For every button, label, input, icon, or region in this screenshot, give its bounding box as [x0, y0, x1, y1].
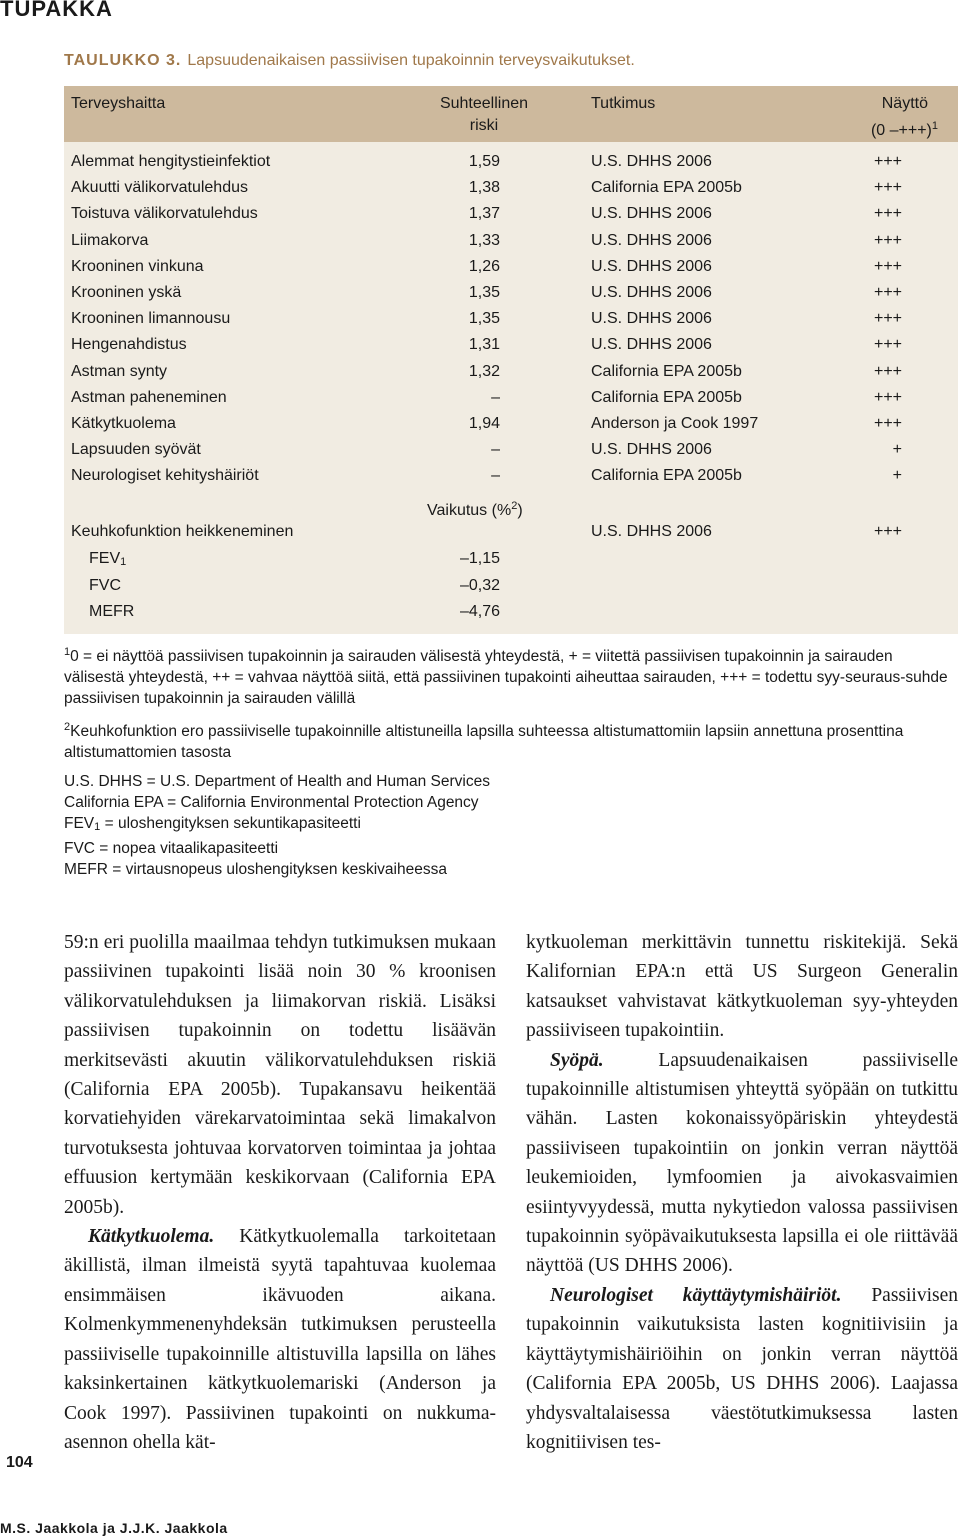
abbreviation-fvc: FVC = nopea vitaalikapasiteetti: [64, 840, 279, 857]
lung-measure-name: MEFR: [89, 603, 135, 620]
abbreviation-epa: California EPA = California Environmental Protection Agency: [64, 794, 479, 811]
cell-naytto: +++: [873, 284, 902, 301]
paragraph-sids: Kätkytkuolema. Kätkytkuolemalla tarkoitetaan äkillistä, ilman ilmeistä syytä tapahtuvaa kuolemaa ensimmäisen ikävuoden aikana. Kolmenkymmenenyhdeksän tutkimuksen perusteella passiiviselle tupakoinnille altistuvilla lapsilla on lähes kaksinkertainen kätkytkuolemariski (Anderson ja Cook 1997). Passiivinen tupakointi on nukkuma-asennon ohella kät-: [64, 1226, 496, 1453]
body-column-left: [64, 928, 496, 1457]
cell-terveyshaitta: Astman synty: [71, 362, 168, 380]
run-in-heading-syopa: Syöpä.: [550, 1049, 604, 1071]
cell-naytto: +: [892, 467, 902, 485]
cell-terveyshaitta: Keuhkofunktion heikkeneminen: [71, 523, 294, 540]
cell-riski: 1,33: [468, 231, 500, 249]
cell-naytto: +++: [873, 415, 902, 432]
cell-naytto: +++: [873, 257, 902, 275]
lung-measure-value: –0,32: [459, 576, 500, 594]
table-caption-label: TAULUKKO 3.: [64, 52, 182, 69]
cell-naytto: +++: [873, 231, 902, 249]
cell-naytto: +: [892, 441, 902, 459]
cell-tutkimus: U.S. DHHS 2006: [591, 523, 712, 540]
header-tutkimus: Tutkimus: [591, 95, 656, 112]
cell-terveyshaitta: Toistuva välikorvatulehdus: [71, 205, 258, 223]
cell-naytto: +++: [873, 523, 902, 540]
cell-riski: 1,59: [468, 153, 500, 170]
lung-measure-value: –1,15: [459, 550, 500, 567]
cell-terveyshaitta: Akuutti välikorvatulehdus: [71, 179, 248, 197]
lung-measure-row: [64, 546, 958, 572]
paragraph-cancer: Syöpä. Lapsuudenaikaisen passiiviselle tupakoinnille altistumisen yhteyttä syöpään on tutkittu vähän. Lasten kokonaissyöpäriskin yhteydestä passiiviseen tupakointiin on jonkin verran näyttöä leukemioiden, lymfoomien ja aivokasvaimien esiintyvyydessä, mutta nykytiedon valossa passiivisen tupakoinnin syöpävaikutuksesta lapsilla ei ole riittävää näyttöä (US DHHS 2006).: [526, 1049, 958, 1277]
table-row: [64, 332, 958, 358]
running-header: TUPAKKA: [0, 0, 113, 21]
cell-terveyshaitta: Alemmat hengitystieinfektiot: [71, 153, 271, 170]
header-naytto-footnote-ref: 1: [931, 120, 938, 132]
cell-terveyshaitta: Lapsuuden syövät: [71, 441, 201, 459]
table-row: [64, 175, 958, 201]
health-effects-table: [64, 86, 958, 634]
vaikutus-label: Vaikutus (%$^2$): [427, 500, 523, 519]
cell-naytto: +++: [873, 310, 902, 328]
cell-riski: 1,94: [468, 415, 500, 432]
table-row: [64, 463, 958, 489]
abbreviation-fev1: FEV1 = uloshengityksen sekuntikapasiteetti: [64, 815, 361, 833]
table-row: [64, 411, 958, 437]
cell-riski: 1,35: [468, 284, 500, 301]
body-column-right: [526, 928, 958, 1457]
paragraph-neuro: Neurologiset käyttäytymishäiriöt. Passiivisen tupakoinnin vaikutuksista lasten kognitiivisiin ja käyttäytymishäiriöihin on jonkin verran näyttöä (California EPA 2005b, US DHHS 2006). Laajassa yhdysvaltalaisessa väestötutkimuksessa lasten kognitiivisen tes-: [526, 1284, 958, 1453]
cell-terveyshaitta: Krooninen limannousu: [71, 310, 231, 328]
cell-tutkimus: U.S. DHHS 2006: [591, 153, 712, 170]
header-terveyshaitta: Terveyshaitta: [71, 95, 166, 112]
cell-terveyshaitta: Astman paheneminen: [71, 388, 227, 406]
cell-tutkimus: U.S. DHHS 2006: [591, 336, 712, 354]
footnote-2: $^2$Keuhkofunktion ero passiiviselle tupakoinnille altistuneilla lapsilla suhteessa altistumattomiin lapsiin annettuna prosenttina altistumattomien tasosta: [64, 721, 904, 761]
page-number: 104: [6, 1454, 33, 1471]
header-naytto-scale: (0 –+++): [870, 122, 932, 139]
cell-tutkimus: U.S. DHHS 2006: [591, 205, 712, 223]
table-row: [64, 385, 958, 411]
cell-tutkimus: U.S. DHHS 2006: [591, 441, 712, 459]
table-header: [64, 86, 958, 142]
cell-riski: 1,38: [468, 179, 500, 197]
lung-measure-name: FVC: [89, 576, 121, 594]
paragraph-sids-cont: kytkuoleman merkittävin tunnettu riskitekijä. Sekä Kalifornian EPA:n että US Surgeon Generalin katsaukset vahvistavat kätkytkuoleman syy-yhteyden passiiviseen tupakointiin.: [526, 932, 958, 1042]
cell-naytto: +++: [873, 362, 902, 380]
cell-riski: –: [491, 467, 500, 485]
table-row: [64, 437, 958, 463]
cell-riski: 1,37: [468, 205, 500, 223]
cell-tutkimus: U.S. DHHS 2006: [591, 284, 712, 301]
header-naytto-line2: [871, 115, 938, 142]
lung-measure-row: [64, 599, 958, 625]
footnote-1: $^1$0 = ei näyttöä passiivisen tupakoinnin ja sairauden välisestä yhteydestä, + = viitettä passiivisen tupakoinnin ja sairauden välisestä yhteydestä, ++ = vahvaa näyttöä siitä, että passiivinen tupakointi aiheuttaa sairauden, +++ = todettu syy-seuraus-suhde passiivisen tupakoinnin ja sairauden välillä: [64, 646, 948, 707]
cell-riski: 1,32: [468, 362, 500, 380]
cell-tutkimus: U.S. DHHS 2006: [591, 231, 712, 249]
table-row: [64, 359, 958, 385]
table-footnotes: [64, 642, 954, 880]
table-row: [64, 306, 958, 332]
cell-tutkimus: U.S. DHHS 2006: [591, 310, 712, 328]
header-suhteellinen-riski: [424, 93, 544, 137]
cell-riski: 1,35: [468, 310, 500, 328]
cell-tutkimus: California EPA 2005b: [591, 467, 742, 485]
page-footer-authors: M.S. Jaakkola ja J.J.K. Jaakkola: [0, 1520, 228, 1536]
cell-naytto: +++: [873, 153, 902, 170]
header-naytto: [871, 93, 938, 142]
header-riski-line2: riski: [469, 117, 499, 134]
cell-terveyshaitta: Kätkytkuolema: [71, 415, 176, 432]
cell-terveyshaitta: Krooninen vinkuna: [71, 257, 204, 275]
lung-measure-row: [64, 573, 958, 599]
cell-riski: –: [491, 388, 500, 406]
header-riski-line1: Suhteellinen: [439, 95, 529, 112]
table-row: [64, 228, 958, 254]
abbreviation-mefr: MEFR = virtausnopeus uloshengityksen keskivaiheessa: [64, 861, 447, 878]
lung-measure-value: –4,76: [459, 603, 500, 620]
cell-terveyshaitta: Hengenahdistus: [71, 336, 187, 354]
table-row: [64, 149, 958, 175]
run-in-heading-neurologiset: Neurologiset käyttäytymishäiriöt.: [550, 1284, 842, 1306]
paragraph-otitis: 59:n eri puolilla maailmaa tehdyn tutkimuksen mukaan passiivinen tupakointi lisää noin 30 % kroonisen välikorvatulehduksen ja liimakorvan riskiä. Lisäksi passiivisen tupakoinnin on todettu lisäävän merkitsevästi akuutin välikorvatulehduksen riskiä (California EPA 2005b). Tupakansavu heikentää korvatiehyiden värekarvatoimintaa sekä limakalvon turvotuksesta johtuvaa korvatorven toimintaa ja johtaa effuusion kertymään keskikorvaan (California EPA 2005b).: [64, 932, 496, 1218]
cell-riski: 1,26: [468, 257, 500, 275]
vaikutus-label-row: [64, 493, 958, 519]
table-row-lung-function: [64, 519, 958, 545]
cell-tutkimus: California EPA 2005b: [591, 362, 742, 380]
cell-riski: –: [491, 441, 500, 459]
table-row: [64, 254, 958, 280]
cell-tutkimus: California EPA 2005b: [591, 179, 742, 197]
cell-tutkimus: Anderson ja Cook 1997: [591, 415, 759, 432]
cell-terveyshaitta: Liimakorva: [71, 231, 149, 249]
table-caption-text: Lapsuudenaikaisen passiivisen tupakoinnin terveysvaikutukset.: [187, 52, 635, 69]
cell-tutkimus: California EPA 2005b: [591, 388, 742, 406]
cell-tutkimus: U.S. DHHS 2006: [591, 257, 712, 275]
cell-riski: 1,31: [468, 336, 500, 354]
cell-naytto: +++: [873, 179, 902, 197]
cell-naytto: +++: [873, 388, 902, 406]
cell-terveyshaitta: Krooninen yskä: [71, 284, 182, 301]
header-naytto-line1: Näyttö: [881, 95, 928, 112]
cell-naytto: +++: [873, 205, 902, 223]
lung-measure-name: FEV1: [89, 550, 127, 568]
table-row: [64, 280, 958, 306]
table-row: [64, 201, 958, 227]
run-in-heading-katkytkuolema: Kätkytkuolema.: [88, 1226, 215, 1248]
abbreviation-dhhs: U.S. DHHS = U.S. Department of Health and Human Services: [64, 773, 490, 790]
cell-terveyshaitta: Neurologiset kehityshäiriöt: [71, 467, 259, 485]
cell-naytto: +++: [873, 336, 902, 354]
table-caption: [64, 52, 635, 70]
